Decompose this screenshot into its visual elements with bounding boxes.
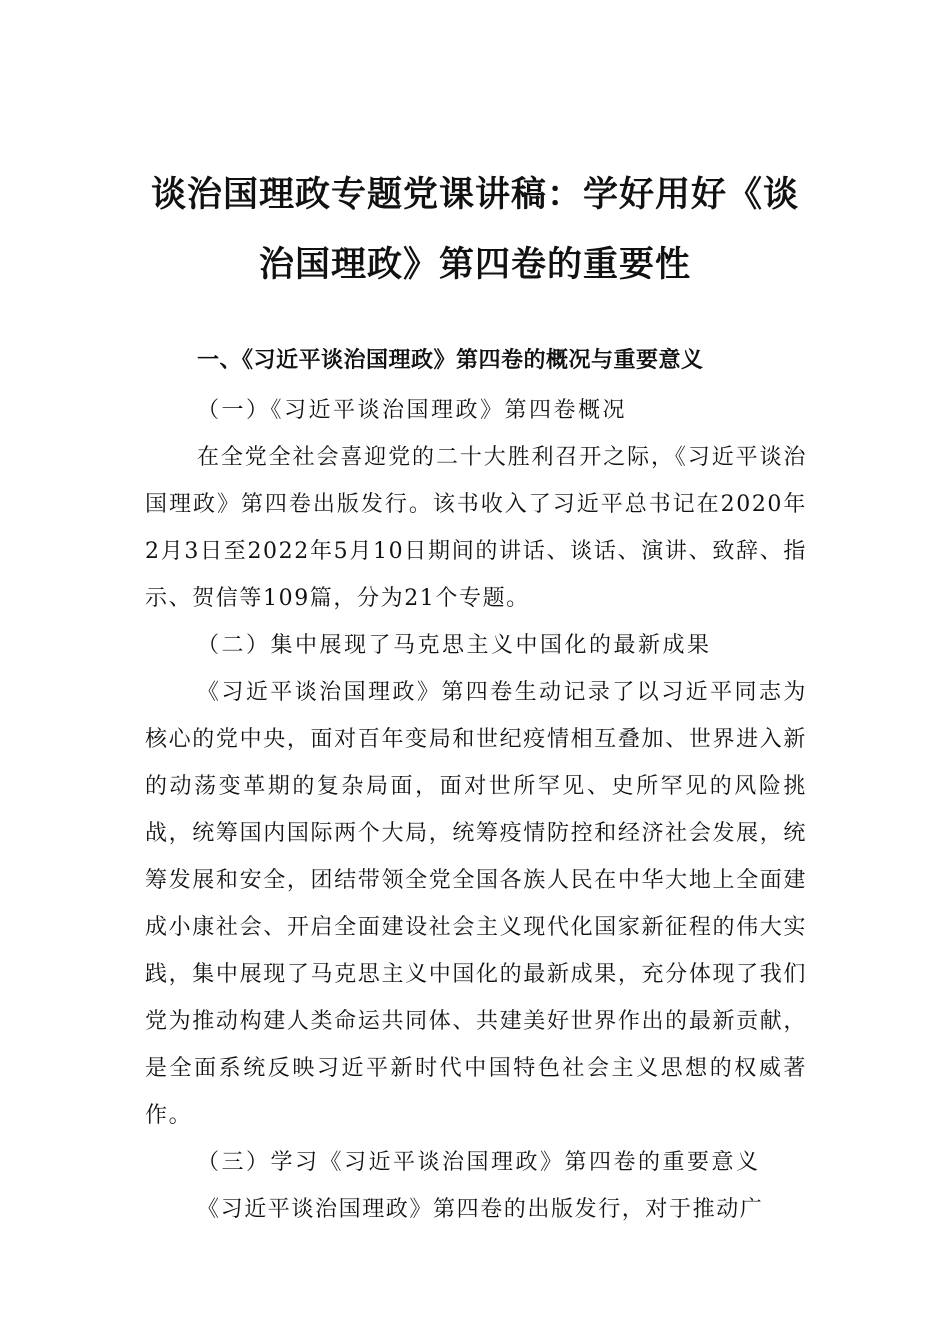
paragraph-overview: 在全党全社会喜迎党的二十大胜利召开之际，《习近平谈治国理政》第四卷出版发行。该书收入了习近平总书记在2020年2月3日至2022年5月10日期间的讲话、谈话、演讲、致辞、指示、贺信等109篇，分为21个专题。 bbox=[145, 445, 807, 611]
section-heading-1: 一、《习近平谈治国理政》第四卷的概况与重要意义 bbox=[197, 348, 704, 373]
title-line-2: 治国理政》第四卷的重要性 bbox=[258, 244, 691, 285]
subsection-heading-1: （一）《习近平谈治国理政》第四卷概况 bbox=[197, 398, 628, 423]
subsection-heading-3: （三）学习《习近平谈治国理政》第四卷的重要意义 bbox=[197, 1150, 761, 1175]
title-line-1: 谈治国理政专题党课讲稿：学好用好《谈 bbox=[150, 174, 799, 215]
paragraph-achievements: 《习近平谈治国理政》第四卷生动记录了以习近平同志为核心的党中央，面对百年变局和世纪疫情相互叠加、世界进入新的动荡变革期的复杂局面，面对世所罕见、史所罕见的风险挑战，统筹国内国际两个大局，统筹疫情防控和经济社会发展，统筹发展和安全，团结带领全党全国各族人民在中华大地上全面建成小康社会、开启全面建设社会主义现代化国家新征程的伟大实践，集中展现了马克思主义中国化的最新成果，充分体现了我们党为推动构建人类命运共同体、共建美好世界作出的最新贡献，是全面系统反映习近平新时代中国特色社会主义思想的权威著作。 bbox=[145, 680, 807, 1128]
subsection-heading-2: （二）集中展现了马克思主义中国化的最新成果 bbox=[197, 633, 712, 658]
document-title bbox=[140, 160, 810, 300]
document-body bbox=[145, 335, 807, 1233]
paragraph-significance: 《习近平谈治国理政》第四卷的出版发行，对于推动广 bbox=[197, 1197, 764, 1222]
